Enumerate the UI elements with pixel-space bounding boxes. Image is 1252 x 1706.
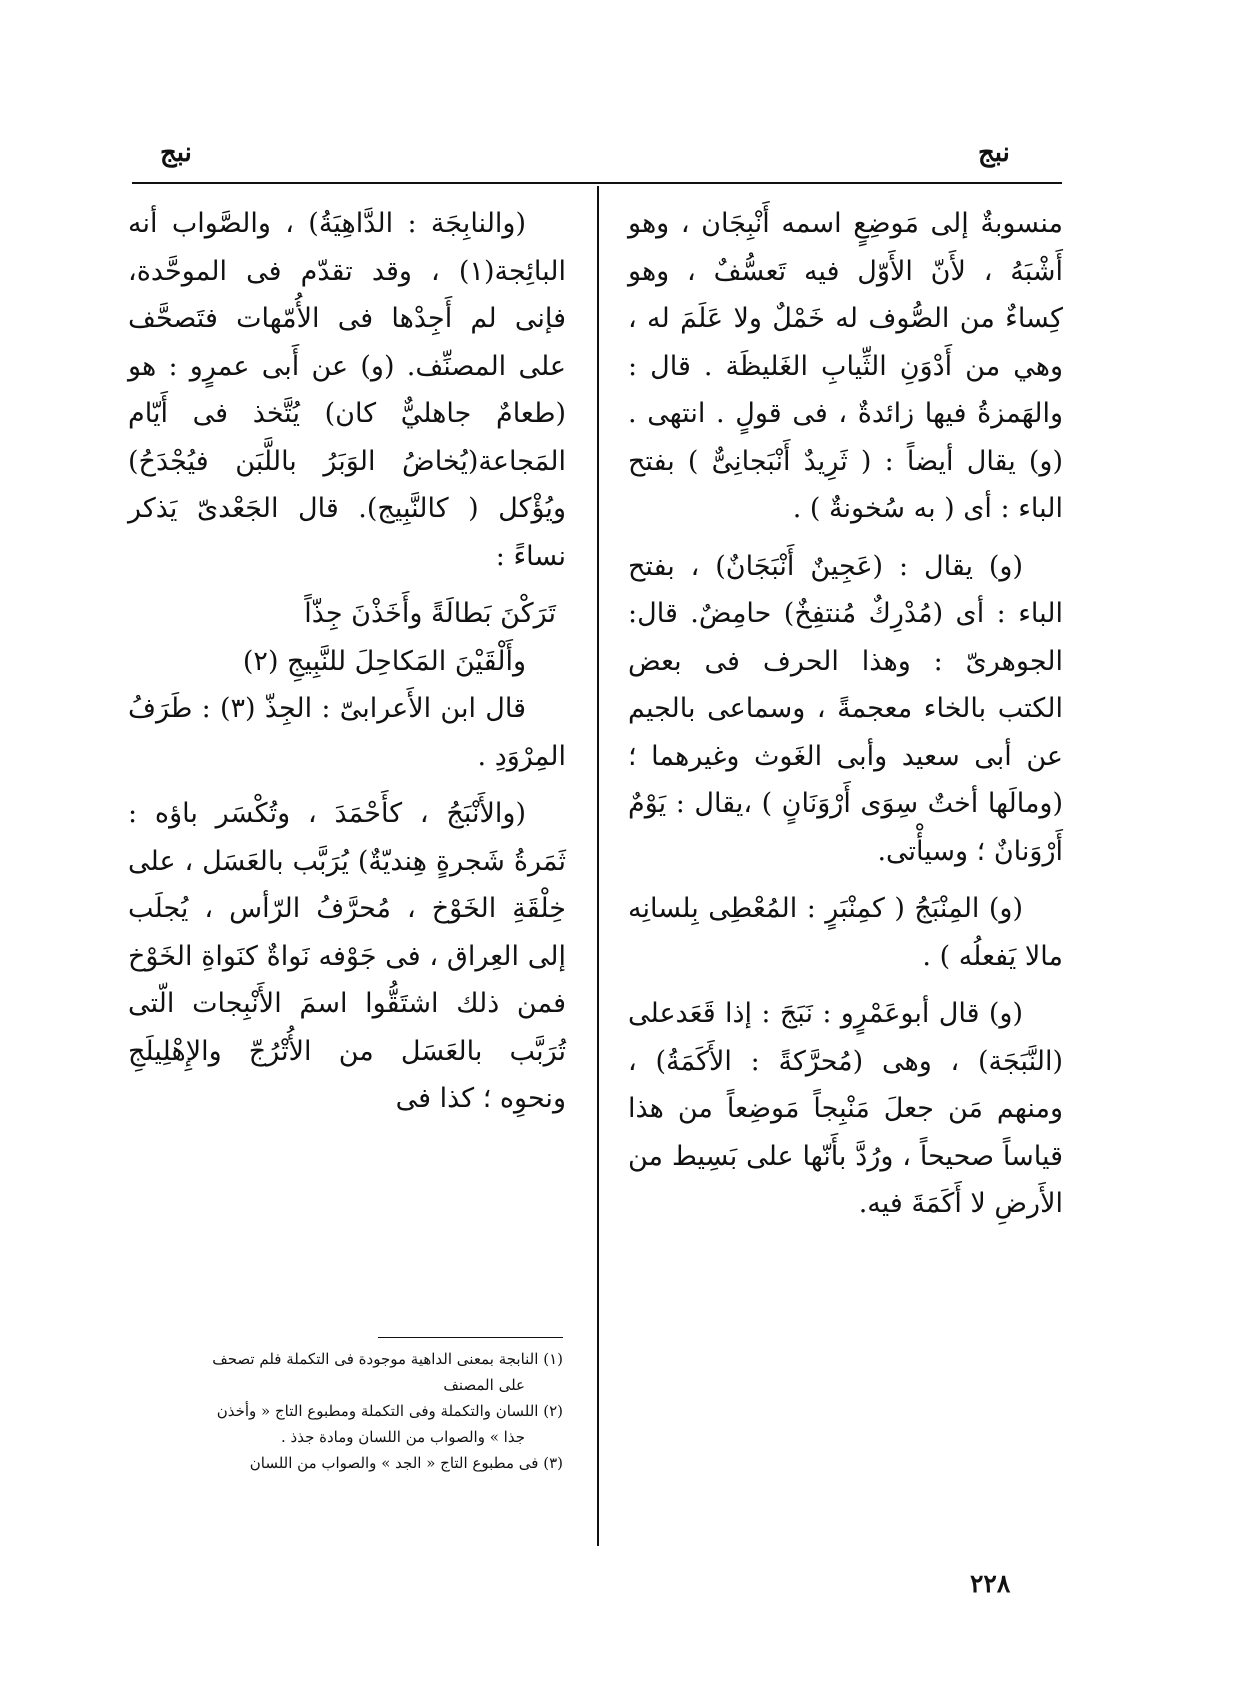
left-paragraph-1: (والنابِجَة : الدَّاهِيَةُ) ، والصَّواب أنه البائِجة(١) ، وقد تقدّم فى الموحَّدة، فإنى لم أَجِدْها فى الأُمّهات فتَصحَّف على المصنِّف. (و) عن أَبى عمرٍو : هو (طعامٌ جاهليٌّ كان) يُتَّخذ فى أَيّام المَجاعة(يُخاضُ الوَبَرُ باللَّبَن فيُجْدَحُ) ويُؤْكل ( كالنَّبِيج). قال الجَعْدىّ يَذكر نساءً : (128, 208, 566, 572)
right-paragraph-4: (و) قال أبوعَمْرٍو : نَبَجَ : إذا قَعَدعلى (النَّبَجَة) ، وهى (مُحرَّكةً : الأَكَمَةُ) ، ومنهم مَن جعلَ مَنْبِجاً مَوضِعاً من هذا قياساً صحيحاً ، ورُدَّ بأَنّها على بَسِيط من الأَرضِ لا أَكَمَةَ فيه. (628, 998, 1063, 1219)
left-column (128, 200, 566, 1133)
footnotes (128, 1346, 563, 1476)
footnote-3 (128, 1450, 563, 1476)
footnote-text: فى مطبوع التاج « الجد » والصواب من اللسان (249, 1454, 539, 1472)
poem-verse (128, 590, 566, 685)
verse-line-1: تَرَكْنَ بَطالَةً وأَخَذْنَ جِذّاً (304, 598, 556, 629)
page-number: ٢٢٨ (970, 1569, 1011, 1598)
left-paragraph-3: (والأَنْبَجُ ، كأَحْمَدَ ، وتُكْسَر باؤه : ثَمَرةُ شَجرةٍ هِنديّةٌ) يُرَبَّب بالعَسَل ، على خِلْقَةِ الخَوْخ ، مُحرَّفُ الرّأس ، يُجلَب إلى العِراق ، فى جَوْفه نَواةٌ كنَواةِ الخَوْخ فمن ذلك اشتَقُّوا اسمَ الأَنْبِجات الّتى تُرَبَّب بالعَسَل من الأُتْرُجّ والإِهْلِيلَجِ ونحوِه ؛ كذا فى (128, 798, 566, 1114)
header-right-word: نبج (978, 138, 1010, 168)
footnote-marker: (٢) (543, 1402, 563, 1420)
header-rule (132, 182, 1062, 184)
footnote-1-continuation: على المصنف (443, 1376, 525, 1394)
right-paragraph-1: منسوبةٌ إلى مَوضِعٍ اسمه أَنْبِجَان ، وهو أَشْبَهُ ، لأَنّ الأَوّل فيه تَعسُّفٌ ، وهو كِساءٌ من الصُّوف له خَمْلٌ ولا عَلَمَ له ، وهي من أَدْوَنِ الثِّيابِ الغَليظَة . قال : والهَمزةُ فيها زائدةٌ ، فى قولٍ . انتهى . (و) يقال أيضاً : ( ثَرِيدٌ أَنْبَجانِىٌّ ) بفتح الباء : أى ( به سُخونةٌ ) . (628, 208, 1063, 524)
footnote-2-continuation: جذا » والصواب من اللسان ومادة جذذ . (281, 1428, 525, 1446)
right-paragraph-3: (و) المِنْبَجُ ( كمِنْبَرٍ : المُعْطِى بِلسانِه مالا يَفعلُه ) . (628, 893, 1063, 972)
footnote-marker: (٣) (543, 1454, 563, 1472)
footnote-2 (128, 1398, 563, 1424)
footnote-rule (378, 1337, 563, 1338)
footnote-text: اللسان والتكملة وفى التكملة ومطبوع التاج « وأخذن (216, 1402, 539, 1420)
footnote-text: النابجة بمعنى الداهية موجودة فى التكملة فلم تصحف (212, 1350, 539, 1368)
left-paragraph-2: قال ابن الأَعرابىّ : الجِذّ (٣) : طَرَفُ المِرْوَدِ . (128, 693, 566, 772)
verse-line-2: وأَلْقَيْنَ المَكاحِلَ للنَّبِيجِ (٢) (242, 645, 526, 677)
right-paragraph-2: (و) يقال : (عَجِينٌ أَنْبَجَانٌ) ، بفتح الباء : أى (مُدْرِكٌ مُنتفِخٌ) حامِضٌ. قال: الجوهرىّ : وهذا الحرف فى بعض الكتب بالخاء معجمةً ، وسماعى بالجيم عن أبى سعيد وأبى الغَوث وغيرهما ؛(ومالَها أختٌ سِوَى أَرْوَنَانٍ ) ،يقال : يَوْمٌ أَرْوَنانٌ ؛ وسيأْتى. (628, 550, 1063, 867)
footnote-1 (128, 1346, 563, 1372)
header-left-word: نبج (160, 138, 192, 168)
footnote-marker: (١) (543, 1350, 563, 1368)
right-column (628, 200, 1063, 1238)
column-divider (597, 186, 599, 1546)
